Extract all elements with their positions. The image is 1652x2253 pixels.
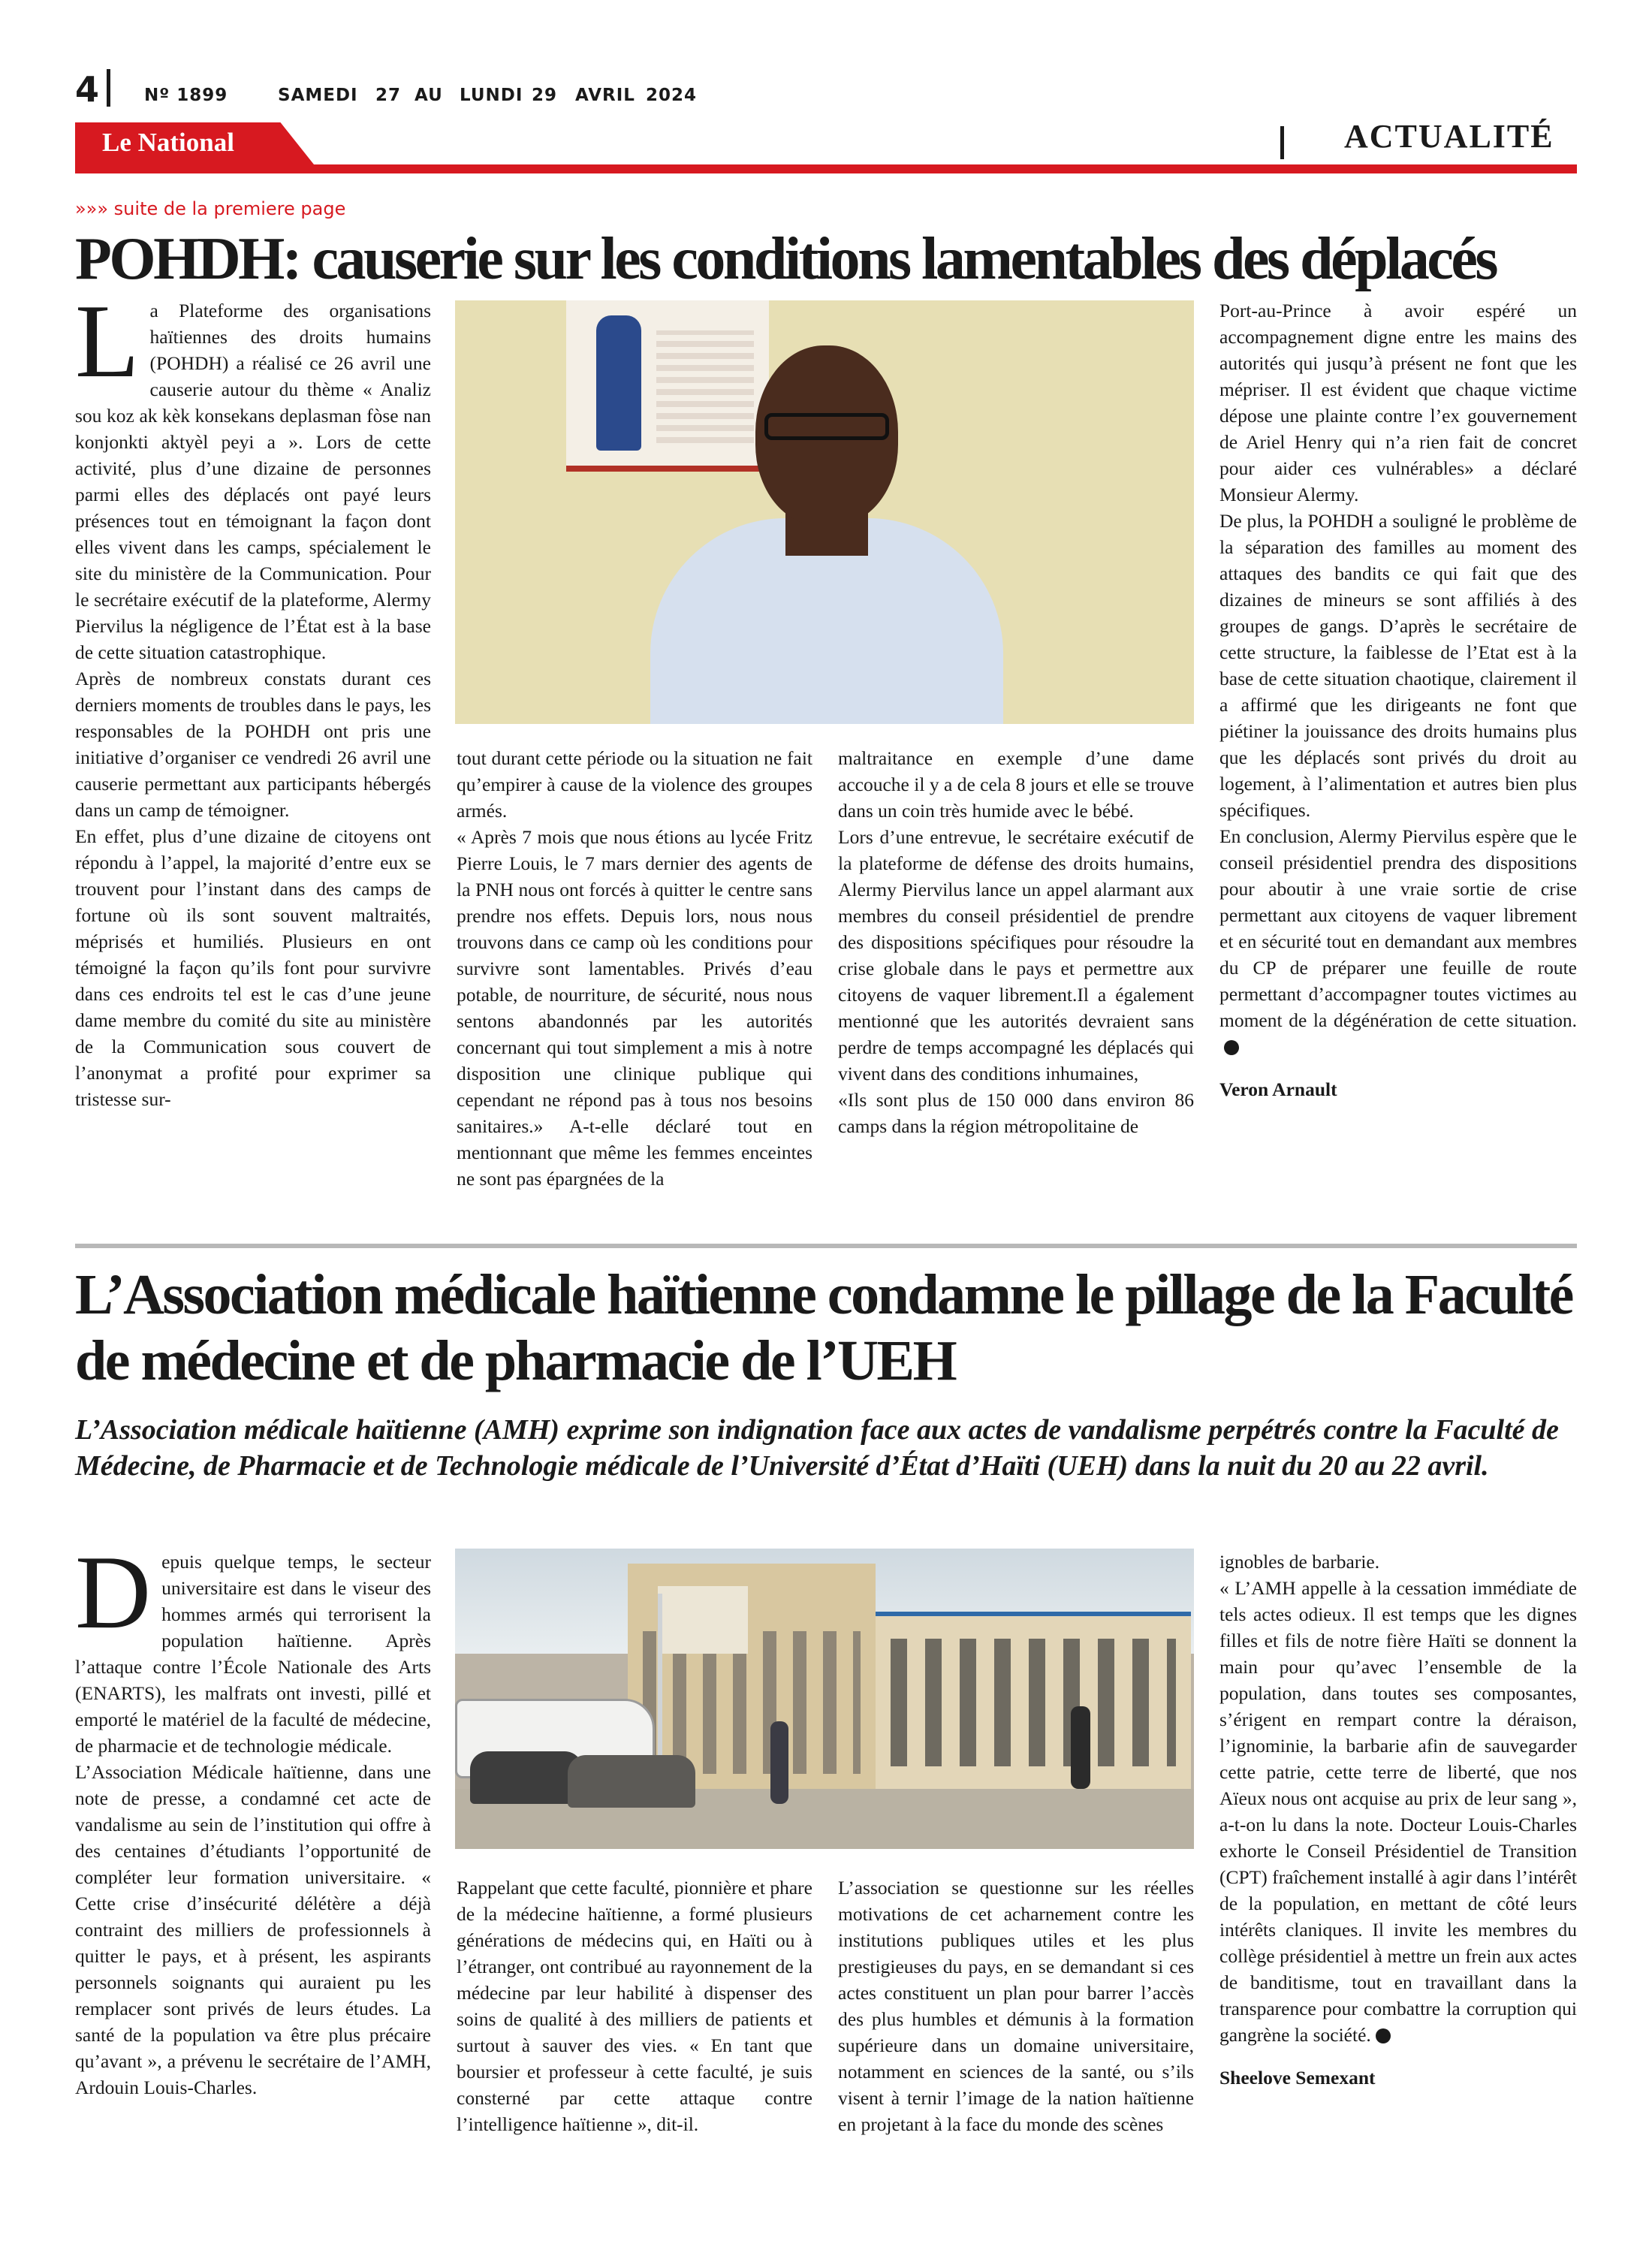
article2-lead: L’Association médicale haïtienne (AMH) exprime son indignation face aux actes de vandalisme perpétrés contre la Faculté de Médecine, de Pharmacie et de Technologie médicale de l’Université d’État d’Haïti (UEH) dans la nuit du 20 au 22 avril. (75, 1414, 1559, 1482)
article1-column-2 (457, 745, 812, 1230)
article2-column-2 (457, 1874, 812, 2227)
date-day1: SAMEDI (278, 86, 358, 105)
paragraph: Port-au-Prince à avoir espéré un accompagnement digne entre les mains des autorités qui jusqu’à présent ne font que les mépriser. Il est évident que chaque victime dépose une plainte contre l’ex gouvernement de Ariel Henry qui n’a rien fait de concret pour aider ces vulnérables» a déclaré Monsieur Alermy. (1219, 300, 1577, 505)
article1-column-3 (838, 745, 1194, 1230)
brand-name: Le National (102, 128, 234, 157)
paragraph: Lors d’une entrevue, le secrétaire exécutif de la plateforme de défense des droits humains, Alermy Piervilus lance un appel alarmant aux membres du conseil présidentiel de prendre des dispositions spécifiques pour résoudre la crise globale dans le pays et permettre aux citoyens de vaquer librement.Il a également mentionné que les autorités devraient sans perdre de temps accompagné les déplacés qui vivent dans des conditions inhumaines, (838, 826, 1194, 1084)
paragraph (1219, 1575, 1577, 2048)
article1-author: Veron Arnault (1219, 1078, 1337, 1100)
paragraph: a Plateforme des organisations haïtiennes des droits humains (POHDH) a réalisé ce 26 avril une causerie autour du thème « Analiz sou koz ak kèk konsekans deplasman fòse nan konjonkti aktyèl peyi a ». Lors de cette activité, plus d’une dizaine de personnes parmi elles des déplacés ont payé leurs présences tout en témoignant la façon dont elles vivent dans les camps, spécialement le site du ministère de la Communication. Pour le secrétaire exécutif de la plateforme, Alermy Piervilus la négligence de l’État est à la base de cette situation catastrophique. (75, 300, 431, 663)
article1-dropcap: L (75, 297, 140, 400)
page-number: 4 (75, 69, 100, 110)
paragraph-text: En conclusion, Alermy Piervilus espère que le conseil présidentiel prendra des dispositions pour aboutir à une vraie sortie de crise permettant aux citoyens de vaquer librement et en sécurité tout en demandant aux membres du CP de préparer une feuille de route permettant d’accompagner toutes victimes au moment de la dégénération de cette situation. (1219, 825, 1577, 1031)
paragraph (1219, 823, 1577, 1060)
article1-photo (455, 300, 1194, 724)
paragraph: « Après 7 mois que nous étions au lycée Fritz Pierre Louis, le 7 mars dernier des agents de la PNH nous ont forcés à quitter le centre sans prendre nos effets. Depuis lors, nous nous trouvons dans ce camp où les conditions pour survivre sont lamentables. Privés d’eau potable, de nourriture, de sécurité, nous nous sentons abandonnés par les autorités concernant qui tout simplement a mis à notre disposition une clinique publique qui cependant ne répond pas à tous nos besoins sanitaires.» A-t-elle déclaré tout en mentionnant que même les femmes enceintes ne sont pas épargnées de la (457, 826, 812, 1190)
article2-column-1 (75, 1549, 431, 2224)
paragraph: «Ils sont plus de 150 000 dans environ 86 camps dans la région métropolitaine de (838, 1089, 1194, 1137)
article2-author: Sheelove Semexant (1219, 2067, 1376, 2089)
date-day2: LUNDI (460, 86, 523, 105)
article1-column-4 (1219, 297, 1577, 1229)
paragraph: maltraitance en exemple d’une dame accouche il y a de cela 8 jours et elle se trouve dans un coin très humide avec le bébé. (838, 747, 1194, 822)
paragraph: Après de nombreux constats durant ces derniers moments de troubles dans le pays, les responsables de la POHDH ont pris une initiative d’organiser ce vendredi 26 avril une causerie permettant aux participants hébergés dans un camp de témoigner. (75, 668, 431, 821)
section-bar (1280, 126, 1284, 159)
paragraph: L’association se questionne sur les réelles motivations de cet acharnement contre les institutions publiques utiles et les plus prestigieuses du pays, en se demandant si ces actes constituent un plan pour barrer l’accès des plus humbles et démunis à la formation supérieure dans un domaine universitaire, notamment en sciences de la santé, ou s’ils visent à ternir l’image de la nation haïtienne en projetant à la face du monde des scènes (838, 1877, 1194, 2135)
paragraph: ignobles de barbarie. (1219, 1551, 1380, 1573)
end-mark-icon (1376, 2028, 1391, 2043)
date-month: AVRIL (575, 86, 635, 105)
date-au: AU (415, 86, 443, 105)
date-num1: 27 (375, 86, 402, 105)
photo-calendar (566, 300, 769, 472)
end-mark-icon (1224, 1040, 1239, 1055)
paragraph: De plus, la POHDH a souligné le problème de la séparation des familles au moment des attaques des bandits ce qui fait que des dizaines de mineurs se sont affiliés à des groupes de gangs. D’après le secrétaire de cette structure, la faiblesse de l’Etat est à la base de cette situation chaotique, clairement il a affirmé que les dirigeants ne font que piétiner la jouissance des droits humains plus que les déplacés sont privés du droit au logement, à l’alimentation et autres bien plus spécifiques. (1219, 510, 1577, 821)
date-num2: 29 (532, 86, 558, 105)
paragraph: En effet, plus d’une dizaine de citoyens ont répondu à l’appel, la majorité d’entre eux se trouvent pour l’instant dans des camps de fortune où ils sont souvent maltraités, méprisés et humiliés. Plusieurs en ont témoigné la façon qu’ils font pour survivre dans ces endroits tel est le cas d’une jeune dame membre du comité du site au ministère de la Communication sous couvert de l’anonymat a profité pour exprimer sa tristesse sur- (75, 825, 431, 1110)
issue-number: Nº 1899 (144, 86, 228, 105)
date-year: 2024 (646, 86, 698, 105)
paragraph: tout durant cette période ou la situation ne fait qu’empirer à cause de la violence des groupes armés. (457, 747, 812, 822)
paragraph: epuis quelque temps, le secteur universitaire est dans le viseur des hommes armés qui terrorisent la population haïtienne. Après l’attaque contre l’École Nationale des Arts (ENARTS), les malfrats ont investi, pillé et emporté le matériel de la faculté de médecine, de pharmacie et de technologie médicale. (75, 1551, 431, 1757)
section-title: ACTUALITÉ (1344, 118, 1554, 155)
article2-column-4 (1219, 1549, 1577, 2224)
paragraph: L’Association Médicale haïtienne, dans une note de presse, a condamné cet acte de vandalisme au sein de l’institution qui offre à des centaines d’étudiants l’opportunité de compléter leur formation universitaire. « Cette crise d’insécurité délétère a déjà contraint des milliers de professionnels à quitter le pays, et à présent, les aspirants personnels soignants qui auraient pu les remplacer sont privés de leurs études. La santé de la population va être plus précaire qu’avant », a prévenu le secrétaire de l’AMH, Ardouin Louis-Charles. (75, 1761, 431, 2098)
article2-headline: L’Association médicale haïtienne condamne le pillage de la Faculté de médecine et de pharmacie de l’UEH (75, 1263, 1572, 1392)
article2-photo (455, 1549, 1194, 1849)
page-number-bar (107, 69, 110, 107)
paragraph: Rappelant que cette faculté, pionnière et phare de la médecine haïtienne, a formé plusieurs générations de médecins qui, en Haïti ou à l’étranger, ont contribué au rayonnement de la médecine par leur habilité à dispenser des soins de qualité à des milliers de patients et surtout à sauver des vies. « En tant que boursier et professeur à cette faculté, je suis consterné par cette attaque contre l’intelligence haïtienne », dit-il. (457, 1877, 812, 2135)
article-divider (75, 1244, 1577, 1248)
article1-headline: POHDH: causerie sur les conditions lamentables des déplacés (75, 226, 1496, 292)
header-rule (75, 164, 1577, 173)
paragraph-text: « L’AMH appelle à la cessation immédiate de tels actes odieux. Il est temps que les dignes filles et fils de notre fière Haïti se donnent la main pour qu’avec l’ensemble de la population, dans toutes ses composantes, s’érigent en rempart contre la déraison, l’ignominie, la barbarie afin de sauvegarder cette patrie, cette terre de liberté, que nos Aïeux nous ont acquise au prix de leur sang », a-t-on lu dans la note. Docteur Louis-Charles exhorte le Conseil Présidentiel de Transition (CPT) fraîchement installé à agir dans l’intérêt de la population, en mettant de côté leurs intérêts claniques. Il invite les membres du collège présidentiel à mettre un frein aux actes de banditisme, tout en travaillant dans la transparence pour combattre la corruption qui gangrène la société. (1219, 1577, 1577, 2046)
article2-column-3 (838, 1874, 1194, 2227)
article1-column-1 (75, 297, 431, 1229)
article2-dropcap: D (75, 1549, 152, 1651)
continued-note: »»» suite de la premiere page (75, 198, 346, 219)
